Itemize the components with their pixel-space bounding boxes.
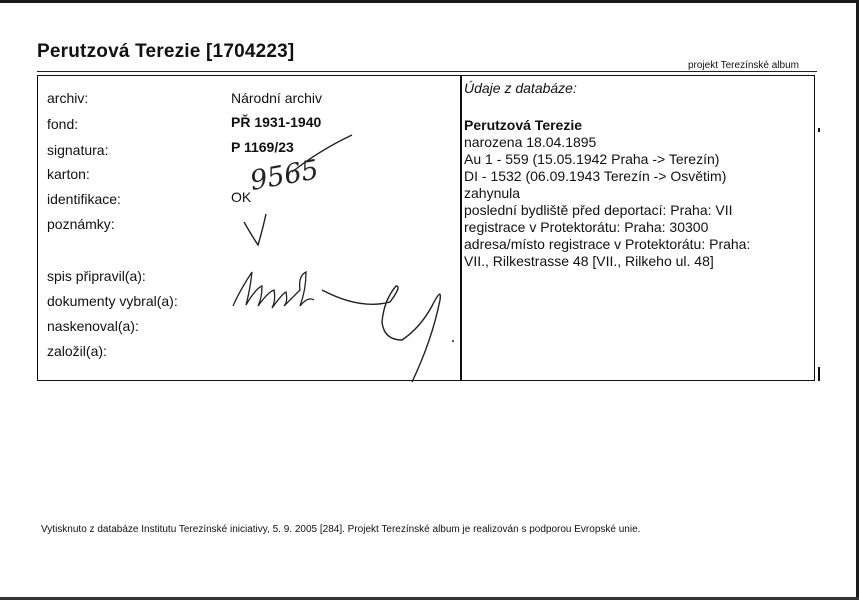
- footer-note: Vytisknuto z databáze Institutu Terezínské iniciativy, 5. 9. 2005 [284]. Projekt Terezínské album je realizován s podporou Evropské unie.: [41, 524, 641, 535]
- column-divider: [460, 75, 462, 381]
- database-line-address-2: VII., Rilkestrasse 48 [VII., Rilkeho ul. 48]: [464, 253, 714, 269]
- field-value-archiv: Národní archiv: [231, 90, 323, 106]
- handwritten-karton-number: 9565: [247, 154, 321, 197]
- field-label-fond: fond:: [47, 116, 79, 132]
- scan-edge-top: [0, 0, 859, 3]
- database-person-name: Perutzová Terezie: [464, 117, 583, 133]
- field-value-fond: PŘ 1931-1940: [231, 114, 322, 130]
- database-line-birth: narozena 18.04.1895: [464, 134, 597, 150]
- field-value-signatura: P 1169/23: [231, 139, 294, 155]
- field-label-poznamky: poznámky:: [47, 216, 115, 232]
- database-line-fate: zahynula: [464, 185, 521, 201]
- scan-tick-mark: [818, 367, 820, 381]
- field-label-signatura: signatura:: [47, 142, 109, 158]
- database-line-last-residence: poslední bydliště před deportací: Praha: VII: [464, 202, 733, 218]
- database-line-address-1: adresa/místo registrace v Protektorátu: Praha:: [464, 236, 751, 252]
- database-line-registration: registrace v Protektorátu: Praha: 30300: [464, 219, 709, 235]
- field-label-naskenoval: naskenoval(a):: [47, 318, 139, 334]
- field-label-archiv: archiv:: [47, 90, 89, 106]
- field-value-identifikace: OK: [231, 189, 252, 205]
- field-label-identifikace: identifikace:: [47, 191, 121, 207]
- field-label-karton: karton:: [47, 166, 90, 182]
- page-title: Perutzová Terezie [1704223]: [37, 41, 295, 62]
- project-label: projekt Terezínské album: [688, 60, 799, 71]
- field-label-spis-pripravil: spis připravil(a):: [47, 268, 146, 284]
- field-label-dokumenty-vybral: dokumenty vybral(a):: [47, 293, 178, 309]
- database-heading: Údaje z databáze:: [464, 80, 577, 96]
- field-label-zalozil: založil(a):: [47, 343, 107, 359]
- top-rule: [37, 71, 817, 72]
- database-line-transport-1: Au 1 - 559 (15.05.1942 Praha -> Terezín): [464, 151, 720, 167]
- database-line-transport-2: DI - 1532 (06.09.1943 Terezín -> Osvětim): [464, 168, 727, 184]
- scan-tick-mark: [818, 128, 820, 132]
